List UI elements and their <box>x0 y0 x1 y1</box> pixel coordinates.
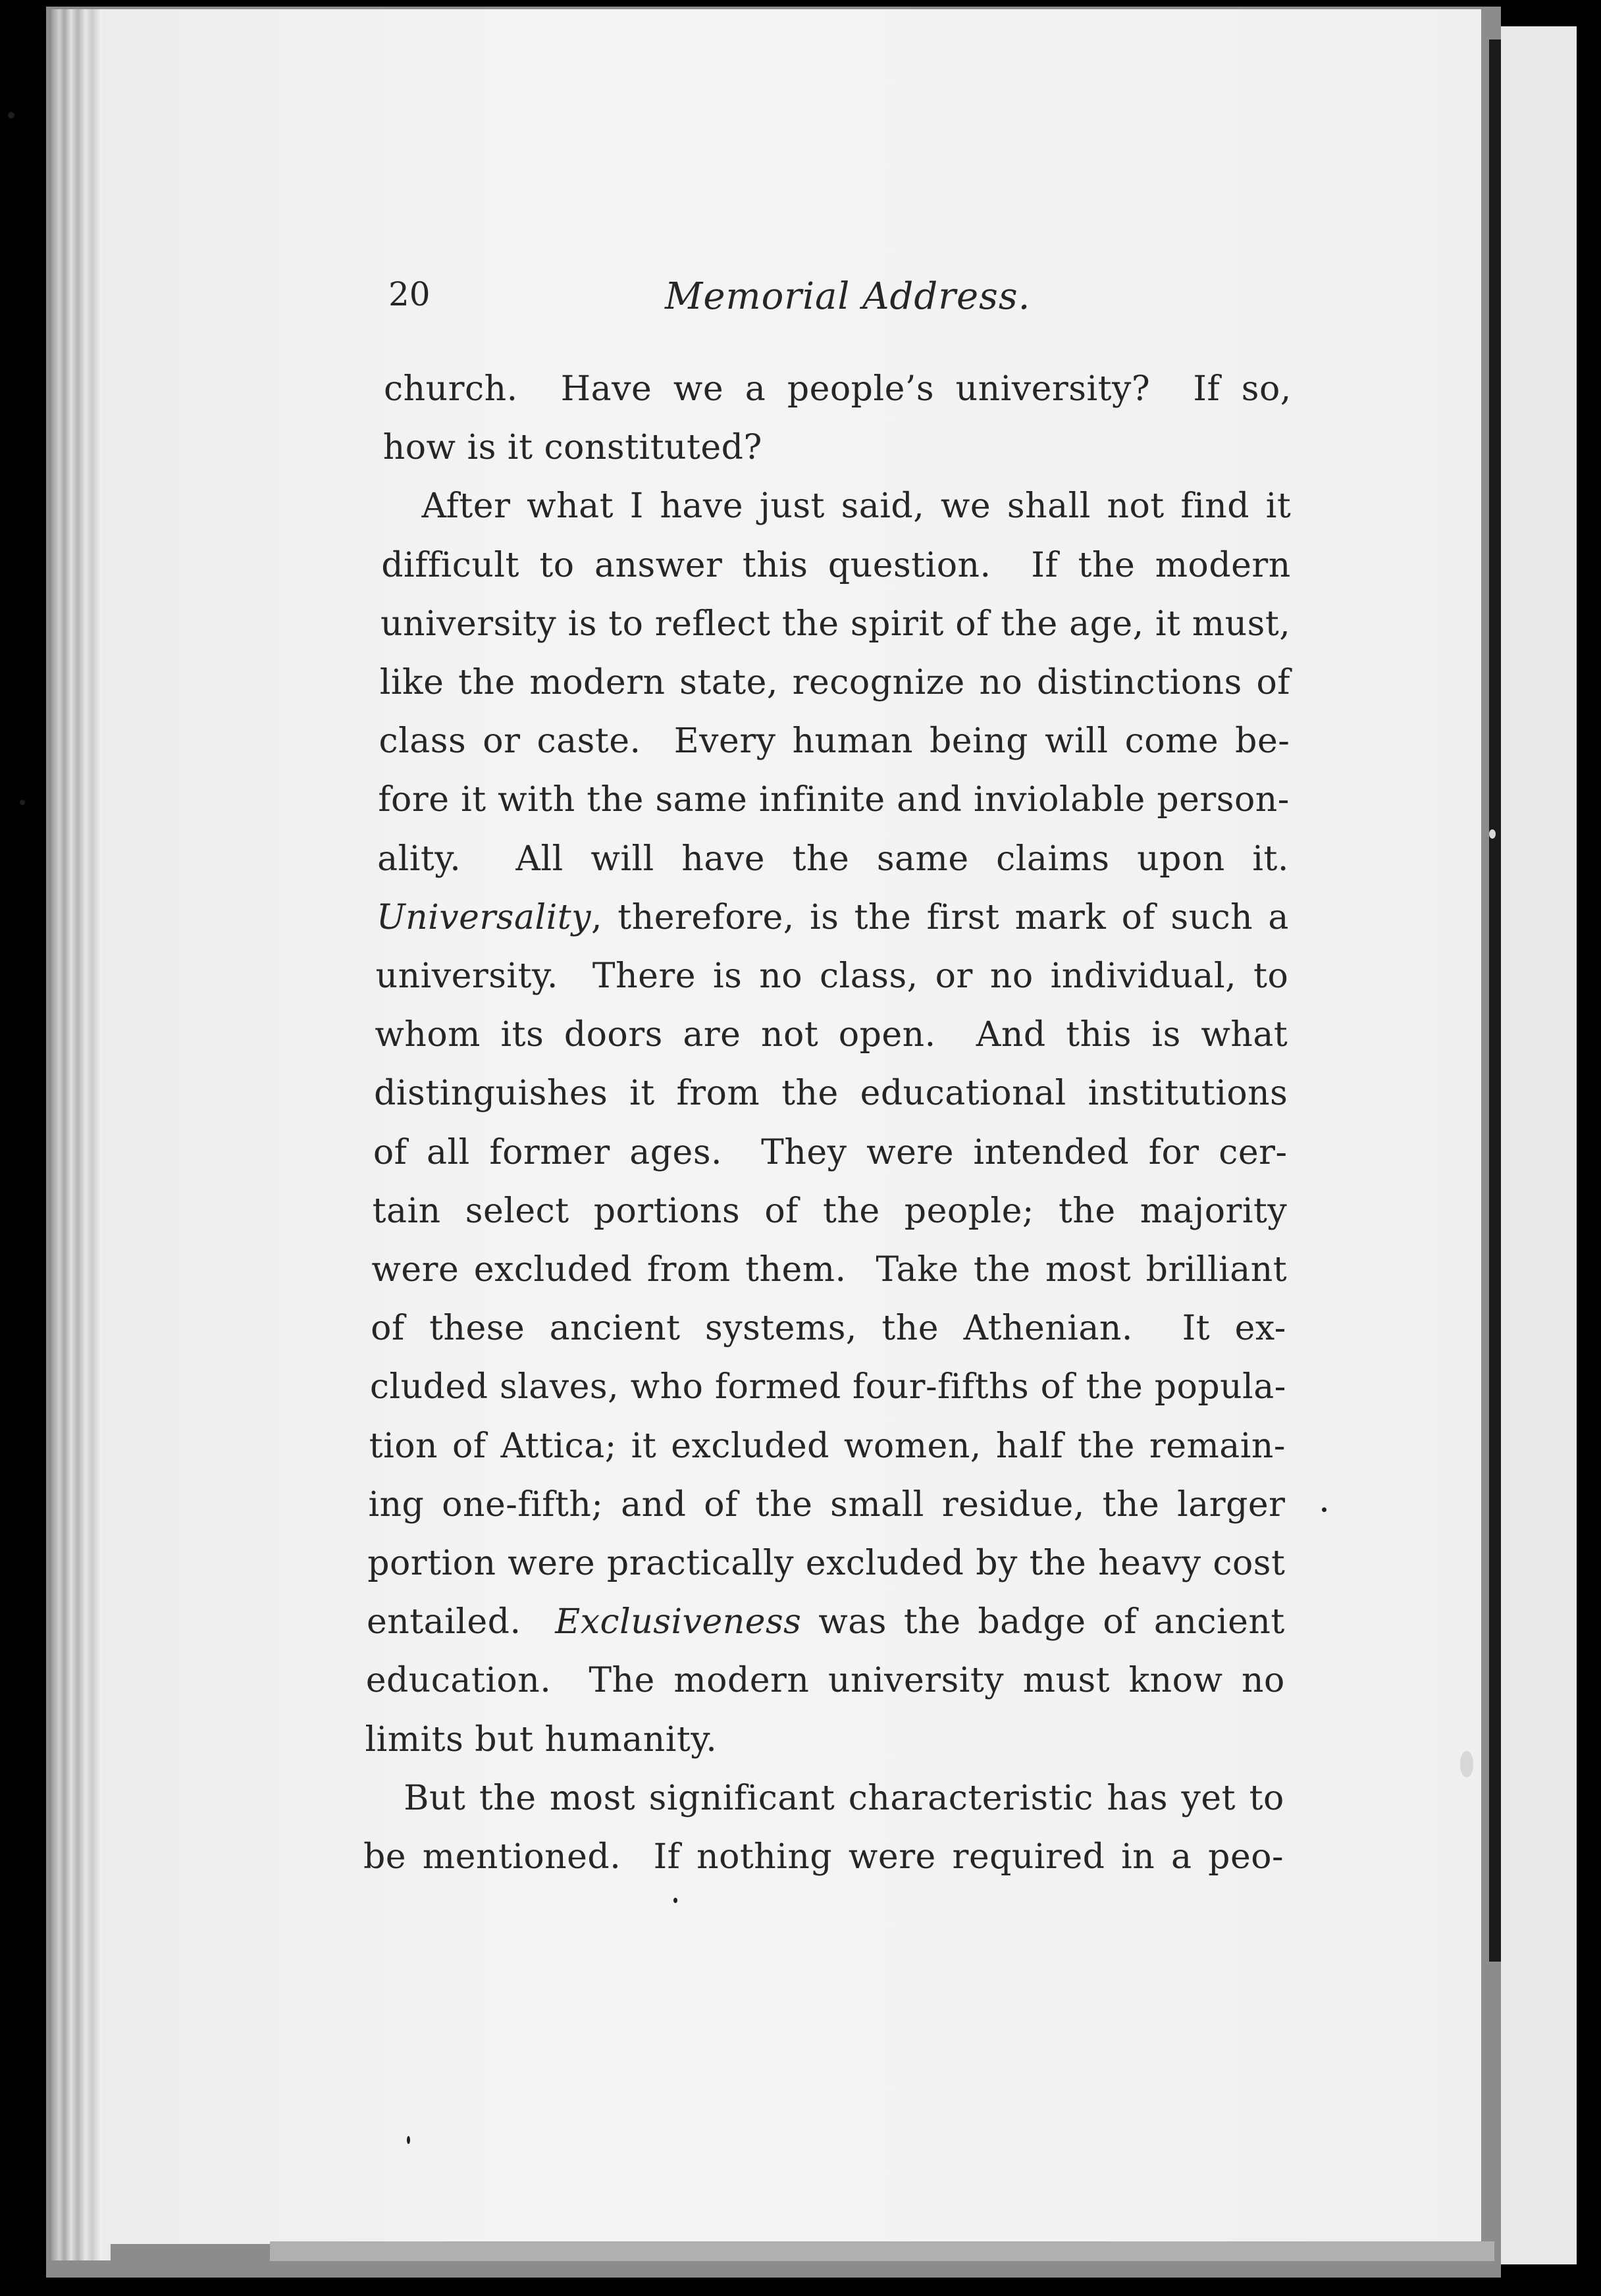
text-line <box>381 604 1291 644</box>
italic-term: Universality <box>376 897 592 937</box>
scan-speck <box>1489 829 1496 839</box>
text-run: distinguishes it from the educational institutions <box>374 1074 1288 1114</box>
running-title: Memorial Address. <box>665 275 1031 318</box>
text-line-content <box>378 780 1290 820</box>
text-line <box>366 1602 1285 1642</box>
text-line-content <box>369 1367 1286 1407</box>
text-line <box>379 721 1290 762</box>
text-line <box>376 897 1289 937</box>
text-line-content <box>377 839 1289 879</box>
text-line-content <box>363 1837 1284 1877</box>
page-number: 20 <box>388 275 431 313</box>
text-line-content <box>372 1191 1288 1231</box>
text-line <box>377 839 1289 879</box>
text-run: , therefore, is the first mark of such a <box>591 897 1289 937</box>
scan-speck <box>8 112 14 118</box>
text-line-content <box>381 604 1291 644</box>
text-line-content <box>368 1484 1286 1525</box>
text-run: church. Have we a people’s university? If so, <box>384 369 1292 409</box>
text-line-content <box>366 1602 1285 1642</box>
text-run: of these ancient systems, the Athenian. It ex- <box>371 1309 1286 1349</box>
text-line-content <box>374 1074 1288 1114</box>
text-line <box>404 1778 1284 1818</box>
text-run: university. There is no class, or no individual, to <box>375 956 1289 996</box>
scan-speck <box>20 800 25 805</box>
text-line <box>369 1367 1286 1407</box>
text-line <box>371 1309 1286 1349</box>
book-page <box>105 9 1481 2244</box>
text-line-content <box>375 956 1289 996</box>
text-run: entailed. <box>366 1602 556 1642</box>
text-line <box>384 369 1292 409</box>
text-line <box>368 1484 1286 1525</box>
facing-page-edge <box>1501 26 1580 2264</box>
text-line <box>365 1719 1284 1760</box>
page-edges <box>51 9 111 2260</box>
text-line-content <box>371 1309 1286 1349</box>
text-line-content <box>382 428 762 468</box>
text-line <box>363 1837 1284 1877</box>
text-line <box>381 545 1291 585</box>
text-line <box>375 1015 1288 1055</box>
text-run: be mentioned. If nothing were required in a peo- <box>363 1837 1284 1877</box>
text-line <box>375 956 1289 996</box>
text-run: university is to reflect the spirit of the age, it must, <box>381 604 1291 644</box>
text-run: But the most significant characteristic has yet to <box>404 1778 1284 1818</box>
page-bottom-edge <box>270 2241 1494 2261</box>
text-run: ality. All will have the same claims upon it. <box>377 839 1289 879</box>
text-run: tion of Attica; it excluded women, half the remain- <box>369 1426 1286 1466</box>
text-line-content <box>381 545 1291 585</box>
text-run: class or caste. Every human being will come be- <box>379 721 1290 762</box>
text-run: fore it with the same infinite and inviolable person- <box>378 780 1290 820</box>
text-line <box>421 486 1292 527</box>
text-run: After what I have just said, we shall not find it <box>421 486 1292 527</box>
text-line <box>373 1132 1288 1172</box>
book-gutter <box>1489 39 1501 1962</box>
text-run: portion were practically excluded by the heavy cost <box>367 1544 1286 1583</box>
text-line <box>369 1426 1286 1466</box>
scan-speck <box>673 1898 677 1903</box>
italic-term: Exclusiveness <box>555 1602 802 1642</box>
text-line <box>374 1074 1288 1114</box>
text-line <box>382 428 1292 468</box>
text-run: of all former ages. They were intended for cer- <box>373 1132 1288 1172</box>
text-line <box>371 1250 1288 1290</box>
text-line-content <box>421 486 1292 527</box>
text-line-content <box>369 1426 1286 1466</box>
text-line-content <box>379 721 1290 762</box>
scan-speck <box>1460 1751 1473 1777</box>
text-run: tain select portions of the people; the majority <box>372 1191 1288 1231</box>
text-line-content <box>384 369 1292 409</box>
text-line-content <box>375 1015 1288 1055</box>
text-run: were excluded from them. Take the most brilliant <box>371 1250 1288 1290</box>
text-line <box>380 665 1290 700</box>
text-line-content <box>404 1778 1284 1818</box>
text-line-content <box>380 665 1290 700</box>
text-line-content <box>376 897 1289 937</box>
text-run: difficult to answer this question. If the modern <box>381 545 1291 585</box>
text-run: cluded slaves, who formed four-fifths of the popula- <box>369 1367 1286 1407</box>
text-line <box>378 780 1290 820</box>
running-head <box>388 275 1303 328</box>
text-line-content <box>367 1544 1286 1583</box>
text-line-content <box>365 1719 718 1760</box>
text-run: how is it constituted? <box>382 428 762 468</box>
text-line <box>372 1191 1288 1231</box>
text-run: whom its doors are not open. And this is what <box>375 1015 1288 1055</box>
text-run: was the badge of ancient <box>801 1602 1285 1642</box>
scan-speck <box>1322 1507 1326 1512</box>
text-run: ing one-fifth; and of the small residue, the larger <box>368 1484 1286 1525</box>
text-line <box>365 1661 1285 1701</box>
text-run: limits but humanity. <box>365 1719 718 1760</box>
text-run: education. The modern university must know no <box>365 1661 1285 1701</box>
text-line-content <box>365 1661 1285 1701</box>
text-line-content <box>371 1250 1288 1290</box>
text-run: like the modern state, recognize no distinctions of <box>379 663 1291 702</box>
text-line <box>367 1544 1286 1583</box>
scan-border <box>1577 0 1601 2296</box>
text-line-content <box>373 1132 1288 1172</box>
scan-speck <box>407 2136 410 2144</box>
